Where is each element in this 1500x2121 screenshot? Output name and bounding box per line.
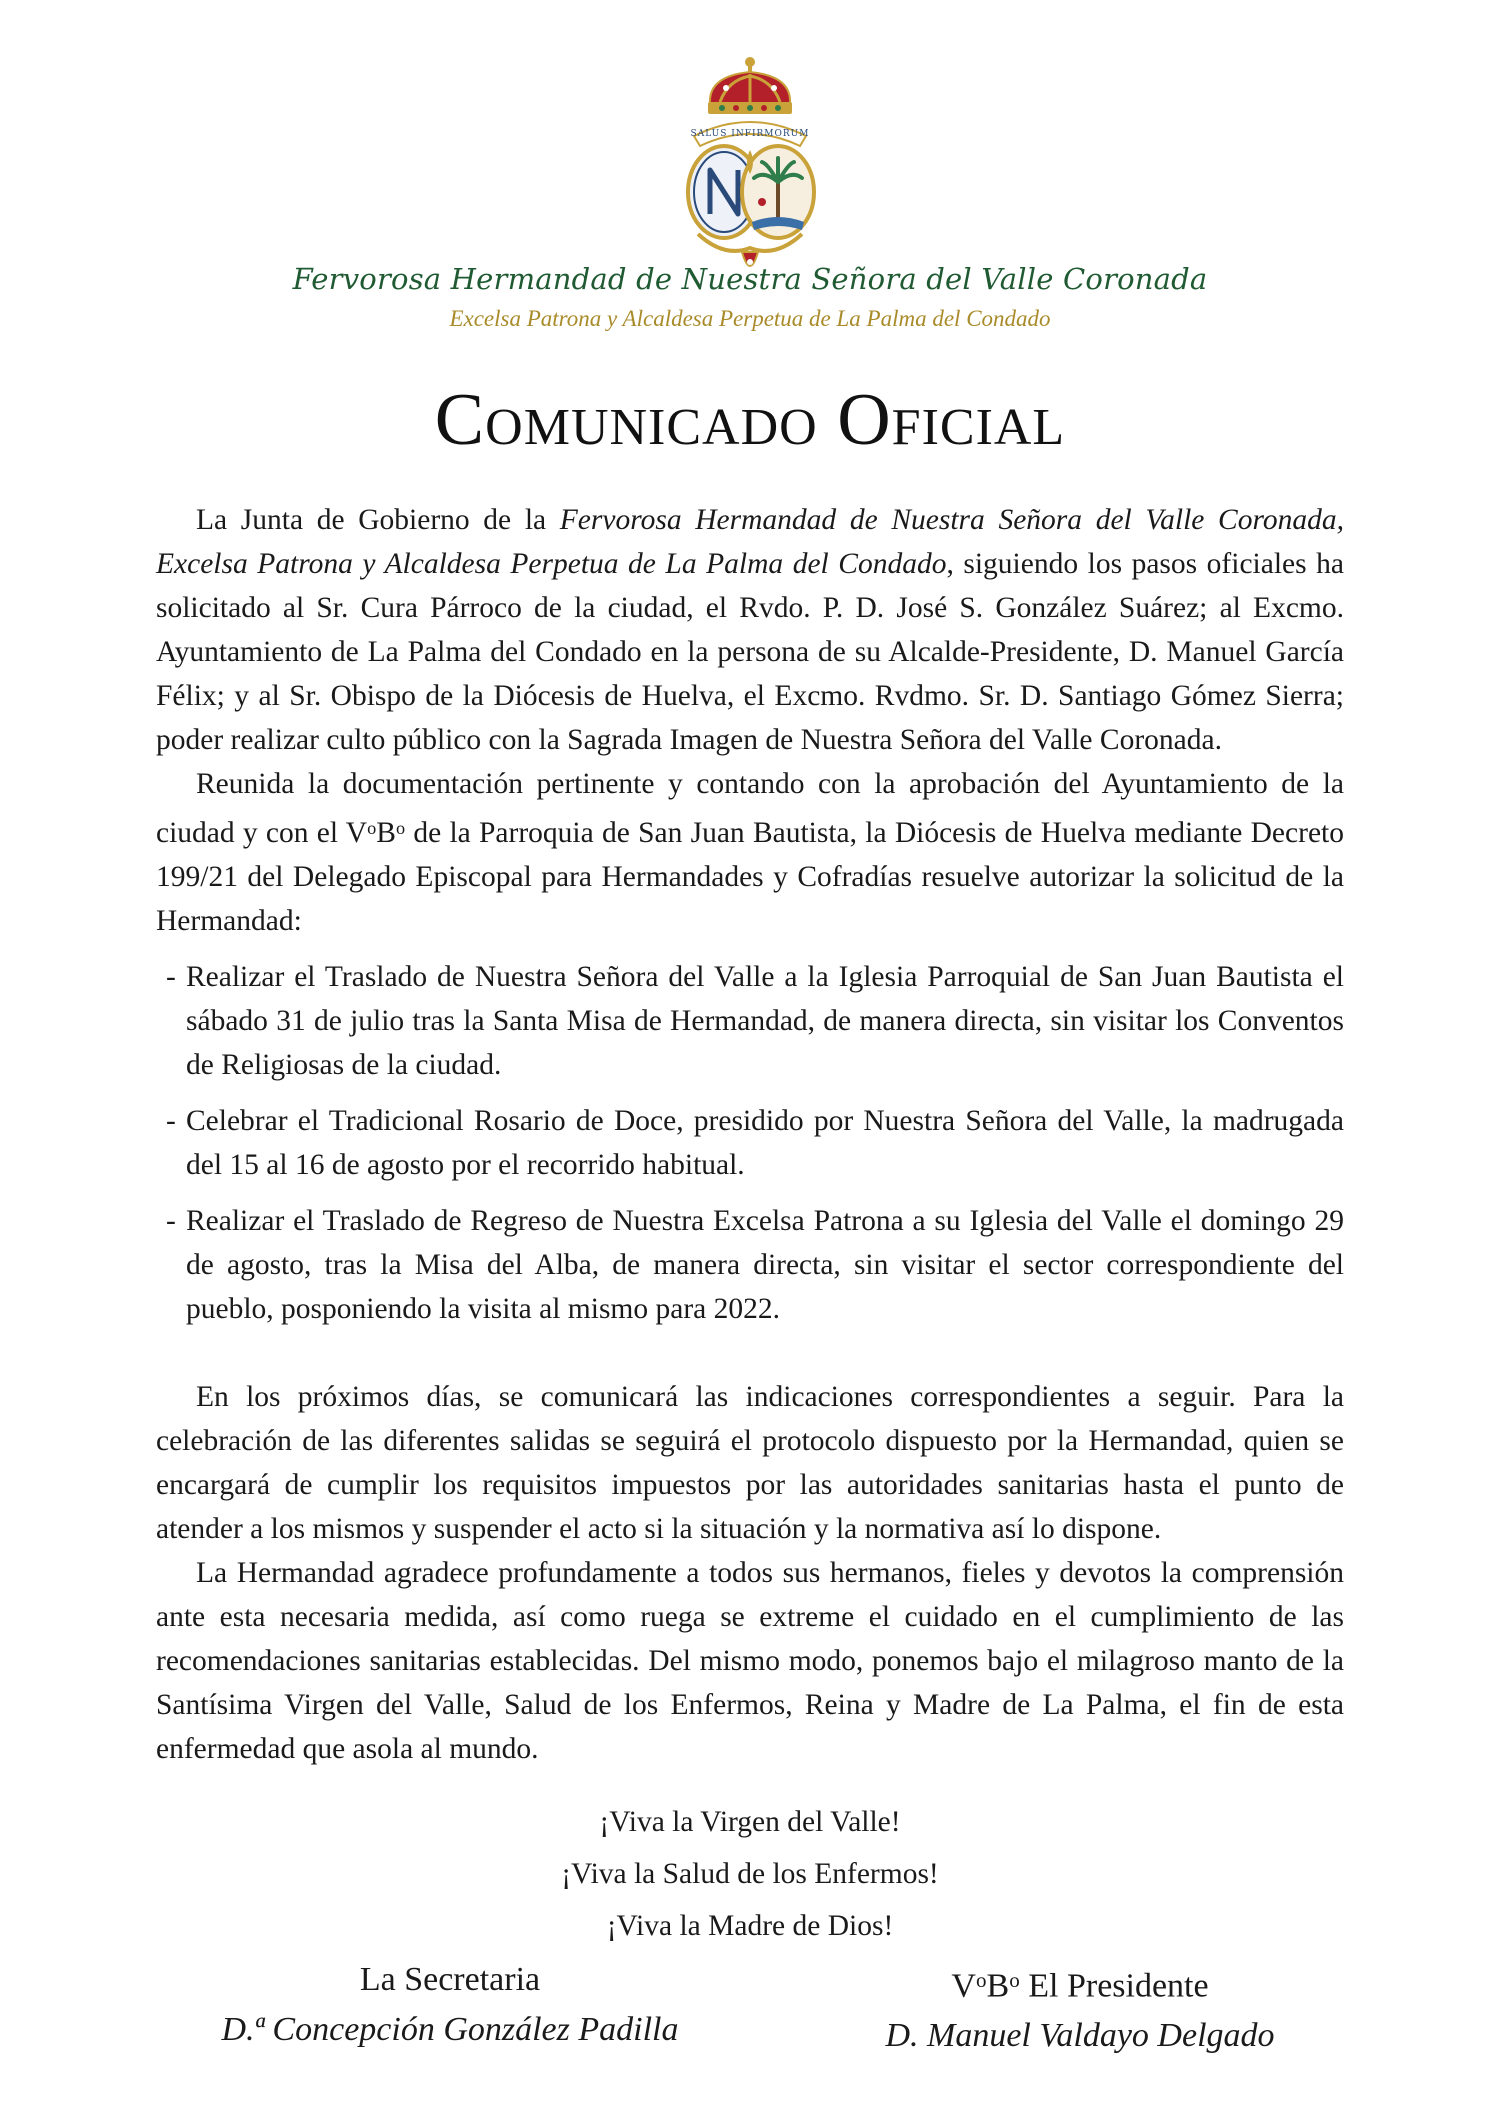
list-item: - Realizar el Traslado de Regreso de Nuestra Excelsa Patrona a su Iglesia del Valle el domingo 29 de agosto, tras la Misa del Alba, de manera directa, sin visitar el sector correspondiente del pueblo, posponiendo la visita al mismo para 2022.: [166, 1199, 1344, 1331]
superscript-o: o: [367, 818, 377, 838]
letter-b: B: [986, 1967, 1010, 2005]
acclamation: ¡Viva la Salud de los Enfermos!: [561, 1858, 939, 1890]
paragraph-1: [156, 498, 1344, 762]
signature-role: [780, 1955, 1380, 2011]
document-title: Comunicado Oficial: [434, 379, 1066, 461]
closing-acclamations: [0, 1796, 1500, 1952]
paragraph-4: La Hermandad agradece profundamente a todos sus hermanos, fieles y devotos la comprensión ante esta necesaria medida, así como ruega se extreme el cuidado en el cumplimiento de las recomendaciones sanitarias establecidas. Del mismo modo, ponemos bajo el milagroso manto de la Santísima Virgen del Valle, Salud de los Enfermos, Reina y Madre de La Palma, el fin de esta enfermedad que asola al mundo.: [156, 1557, 1344, 1766]
coat-of-arms-icon: [668, 52, 832, 284]
letter-b: B: [376, 817, 396, 850]
authorized-acts-list: [156, 955, 1344, 1331]
list-item: - Celebrar el Tradicional Rosario de Doce, presidido por Nuestra Señora del Valle, la madrugada del 15 al 16 de agosto por el recorrido habitual.: [166, 1099, 1344, 1187]
paragraph-1-end: , siguiendo los pasos oficiales ha solicitado al Sr. Cura Párroco de la ciudad, el Rvdo. P. D. José S. González Suárez; al Excmo. Ayuntamiento de La Palma del Condado en la persona de su Alcalde-Presidente, D. Manuel García Félix; y al Sr. Obispo de la Diócesis de Huelva, el Excmo. Rvdmo. Sr. D. Santiago Gómez Sierra; poder realizar culto público con la Sagrada Imagen de Nuestra Señora del Valle Coronada.: [156, 548, 1344, 756]
crown-icon: [708, 57, 792, 114]
signature-name: D.ª Concepción González Padilla: [221, 2011, 679, 2048]
letter-v: V: [951, 1967, 976, 2005]
signature-name: D. Manuel Valdayo Delgado: [885, 2017, 1275, 2055]
acclamation: ¡Viva la Madre de Dios!: [606, 1910, 894, 1942]
superscript-o: o: [975, 1968, 987, 1992]
acclamation: ¡Viva la Virgen del Valle!: [599, 1806, 901, 1838]
signature-president: [780, 1955, 1380, 2061]
paragraph-2-end: de la Parroquia de San Juan Bautista, la Diócesis de Huelva mediante Decreto 199/21 del Delegado Episcopal para Hermandades y Cofradías resuelve autorizar la solicitud de la Hermandad:: [156, 817, 1344, 938]
superscript-o: o: [1009, 1968, 1020, 1992]
signature-role: La Secretaria: [359, 1961, 541, 1998]
paragraph-1-brotherhood-title: Fervorosa Hermandad de Nuestra Señora del Valle Coronada, Excelsa Patrona y Alcaldesa Perpetua de La Palma del Condado: [156, 504, 1344, 580]
paragraph-2: [156, 762, 1344, 943]
signature-secretary: [150, 1955, 750, 2055]
paragraph-3: En los próximos días, se comunicará las indicaciones correspondientes a seguir. Para la celebración de las diferentes salidas se seguirá el protocolo dispuesto por la Hermandad, quien se encargará de cumplir los requisitos impuestos por las autoridades sanitarias hasta el punto de atender a los mismos y suspender el acto si la situación y la normativa así lo dispone.: [156, 1381, 1344, 1546]
list-item: - Realizar el Traslado de Nuestra Señora del Valle a la Iglesia Parroquial de San Juan Bautista el sábado 31 de julio tras la Santa Misa de Hermandad, de manera directa, sin visitar los Conventos de Religiosas de la ciudad.: [166, 955, 1344, 1087]
brotherhood-subtitle: Excelsa Patrona y Alcaldesa Perpetua de La Palma del Condado: [449, 306, 1051, 331]
crest-ribbon-text: SALUS INFIRMORUM: [690, 129, 810, 139]
communique-body: [156, 498, 1344, 1771]
paragraph-2-start: Reunida la documentación pertinente y contando con la aprobación del Ayuntamiento de la ciudad y con el V: [156, 768, 1344, 850]
signature-role-text: El Presidente: [1019, 1967, 1209, 2005]
superscript-o: o: [395, 818, 406, 838]
paragraph-1-start: La Junta de Gobierno de la: [196, 504, 560, 536]
brotherhood-name: Fervorosa Hermandad de Nuestra Señora del Valle Coronada: [292, 262, 1208, 296]
